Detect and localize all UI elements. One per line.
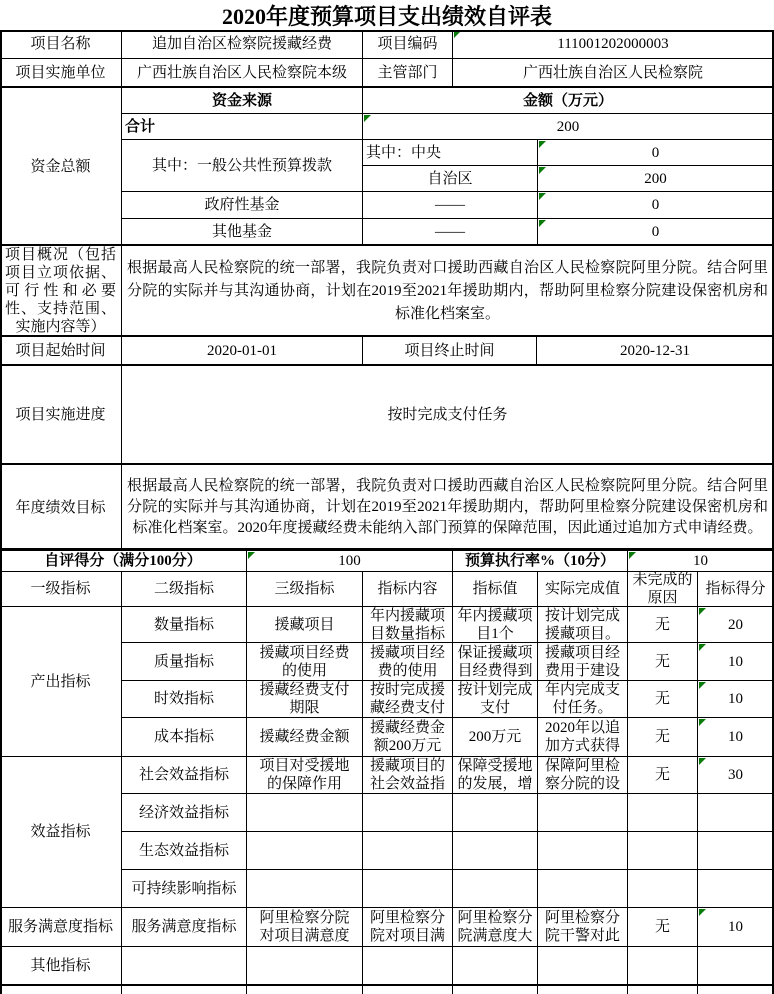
indicator-level2-cell: 时效指标 xyxy=(122,681,247,718)
partial-row-cell xyxy=(453,986,538,994)
funding-region-label: 自治区 xyxy=(363,166,538,192)
table-border-line xyxy=(0,244,774,246)
table-border-line xyxy=(0,86,774,88)
indicator-level2-cell xyxy=(122,947,247,986)
table-border-line xyxy=(0,463,774,465)
indicator-level2-cell: 服务满意度指标 xyxy=(122,908,247,947)
indicator-level2-cell: 社会效益指标 xyxy=(122,757,247,794)
indicator-actual-cell: 援藏项目经费用于建设 xyxy=(538,643,628,681)
funding-gov-fund-amount: 0 xyxy=(538,192,774,219)
indicator-reason-cell xyxy=(628,870,698,908)
funding-total-amount: 200 xyxy=(363,114,774,140)
group-other: 其他指标 xyxy=(0,947,122,986)
header-reason: 未完成的原因 xyxy=(628,572,698,607)
indicator-level3-cell xyxy=(247,947,363,986)
funding-source-header: 资金来源 xyxy=(122,88,363,114)
funding-gov-fund-label: 政府性基金 xyxy=(122,192,363,219)
green-corner-marker-icon xyxy=(539,141,546,148)
project-code-value: 111001202000003 xyxy=(453,30,774,59)
green-corner-marker-icon xyxy=(248,552,255,559)
funding-central-label: 其中：中央 xyxy=(363,140,538,166)
indicator-level2-cell: 生态效益指标 xyxy=(122,832,247,870)
funding-gov-fund-dash: —— xyxy=(363,192,538,219)
progress-label: 项目实施进度 xyxy=(0,366,122,465)
indicator-score-cell: 10 xyxy=(698,643,774,681)
indicator-content-cell: 援藏经费金额200万元 xyxy=(363,718,453,757)
department-value: 广西壮族自治区人民检察院 xyxy=(453,59,774,88)
indicator-target-cell: 年内援藏项目1个 xyxy=(453,607,538,643)
indicator-content-cell xyxy=(363,832,453,870)
self-score-value: 100 xyxy=(247,551,453,572)
partial-row-cell xyxy=(538,986,628,994)
header-actual: 实际完成值 xyxy=(538,572,628,607)
funding-other-fund-dash: —— xyxy=(363,219,538,246)
indicator-content-cell: 援藏项目的社会效益指 xyxy=(363,757,453,794)
indicator-level3-cell: 项目对受援地的保障作用 xyxy=(247,757,363,794)
sheet-title: 2020年度预算项目支出绩效自评表 xyxy=(221,3,552,29)
group-benefit: 效益指标 xyxy=(0,757,122,908)
indicator-level2-cell: 经济效益指标 xyxy=(122,794,247,832)
funding-region-amount: 200 xyxy=(538,166,774,192)
green-corner-marker-icon xyxy=(539,193,546,200)
header-level2: 二级指标 xyxy=(122,572,247,607)
implement-unit-label: 项目实施单位 xyxy=(0,59,122,88)
indicator-content-cell xyxy=(363,870,453,908)
green-corner-marker-icon xyxy=(699,719,706,726)
indicator-reason-cell: 无 xyxy=(628,718,698,757)
self-score-label: 自评得分（满分100分） xyxy=(0,551,247,572)
progress-content: 按时完成支付任务 xyxy=(122,366,774,465)
green-corner-marker-icon xyxy=(629,552,636,559)
green-corner-marker-icon xyxy=(364,115,371,122)
indicator-content-cell: 按时完成援藏经费支付 xyxy=(363,681,453,718)
budget-exec-value: 10 xyxy=(628,551,774,572)
header-level1: 一级指标 xyxy=(0,572,122,607)
annual-goal-label: 年度绩效目标 xyxy=(0,465,122,551)
department-label: 主管部门 xyxy=(363,59,453,88)
funding-public-budget-label: 其中：一般公共性预算拨款 xyxy=(122,140,363,192)
indicator-level3-cell: 援藏项目经费的使用 xyxy=(247,643,363,681)
indicator-actual-cell xyxy=(538,832,628,870)
indicator-actual-cell xyxy=(538,947,628,986)
indicator-actual-cell: 保障阿里检察分院的设 xyxy=(538,757,628,794)
green-corner-marker-icon xyxy=(699,909,706,916)
table-border-line xyxy=(0,335,774,337)
indicator-level2-cell: 成本指标 xyxy=(122,718,247,757)
indicator-content-cell: 年内援藏项目数量指标 xyxy=(363,607,453,643)
indicator-actual-cell xyxy=(538,870,628,908)
indicator-level3-cell xyxy=(247,870,363,908)
indicator-reason-cell: 无 xyxy=(628,757,698,794)
indicator-level3-cell xyxy=(247,832,363,870)
indicator-reason-cell: 无 xyxy=(628,643,698,681)
indicator-target-cell: 200万元 xyxy=(453,718,538,757)
partial-row-cell xyxy=(247,986,363,994)
indicator-target-cell xyxy=(453,870,538,908)
indicator-target-cell: 保障受援地的发展，增 xyxy=(453,757,538,794)
indicator-reason-cell: 无 xyxy=(628,607,698,643)
start-date-value: 2020-01-01 xyxy=(122,337,363,366)
overview-label: 项目概况（包括项目立项依据、可行性和必要性、支持范围、实施内容等） xyxy=(0,246,122,337)
green-corner-marker-icon xyxy=(699,608,706,615)
indicator-score-cell xyxy=(698,870,774,908)
project-name-value: 追加自治区检察院援藏经费 xyxy=(122,30,363,59)
funding-total-label: 资金总额 xyxy=(0,88,122,246)
indicator-target-cell: 阿里检察分院满意度大 xyxy=(453,908,538,947)
green-corner-marker-icon xyxy=(539,220,546,227)
header-level3: 三级指标 xyxy=(247,572,363,607)
group-output: 产出指标 xyxy=(0,607,122,757)
indicator-content-cell xyxy=(363,794,453,832)
indicator-reason-cell xyxy=(628,794,698,832)
table-border-line xyxy=(0,364,774,366)
indicator-level2-cell: 质量指标 xyxy=(122,643,247,681)
indicator-score-cell xyxy=(698,794,774,832)
indicator-actual-cell: 2020年以追加方式获得 xyxy=(538,718,628,757)
start-date-label: 项目起始时间 xyxy=(0,337,122,366)
indicator-level2-cell: 可持续影响指标 xyxy=(122,870,247,908)
indicator-score-cell xyxy=(698,947,774,986)
overview-content: 根据最高人民检察院的统一部署，我院负责对口援助西藏自治区人民检察院阿里分院。结合阿里分院的实际并与其沟通协商，计划在2019至2021年援助期内，帮助阿里检察分院建设保密机房和标准化档案室。 xyxy=(122,246,774,337)
indicator-content-cell xyxy=(363,947,453,986)
indicator-target-cell: 保证援藏项目经费得到 xyxy=(453,643,538,681)
indicator-actual-cell: 按计划完成援藏项目。 xyxy=(538,607,628,643)
table-border-line xyxy=(0,30,774,32)
indicator-level3-cell: 援藏项目 xyxy=(247,607,363,643)
header-content: 指标内容 xyxy=(363,572,453,607)
table-border-line xyxy=(0,30,2,994)
indicator-actual-cell: 阿里检察分院干警对此 xyxy=(538,908,628,947)
partial-row-cell xyxy=(122,986,247,994)
indicator-target-cell xyxy=(453,794,538,832)
funding-total-row-label: 合计 xyxy=(122,114,363,140)
indicator-score-cell: 10 xyxy=(698,718,774,757)
project-name-label: 项目名称 xyxy=(0,30,122,59)
indicator-reason-cell: 无 xyxy=(628,681,698,718)
budget-exec-label: 预算执行率%（10分） xyxy=(453,551,628,572)
funding-central-amount: 0 xyxy=(538,140,774,166)
indicator-actual-cell: 年内完成支付任务。 xyxy=(538,681,628,718)
end-date-label: 项目终止时间 xyxy=(363,337,537,366)
indicator-actual-cell xyxy=(538,794,628,832)
group-satisfaction: 服务满意度指标 xyxy=(0,908,122,947)
indicator-target-cell xyxy=(453,947,538,986)
funding-amount-header: 金额（万元） xyxy=(363,88,774,114)
indicator-level3-cell: 阿里检察分院对项目满意度 xyxy=(247,908,363,947)
header-score: 指标得分 xyxy=(698,572,774,607)
partial-row-cell xyxy=(628,986,698,994)
indicator-level2-cell: 数量指标 xyxy=(122,607,247,643)
indicator-level3-cell: 援藏经费金额 xyxy=(247,718,363,757)
green-corner-marker-icon xyxy=(699,644,706,651)
green-corner-marker-icon xyxy=(699,682,706,689)
green-corner-marker-icon xyxy=(699,758,706,765)
indicator-score-cell: 10 xyxy=(698,681,774,718)
indicator-score-cell: 20 xyxy=(698,607,774,643)
indicator-content-cell: 援藏项目经费的使用 xyxy=(363,643,453,681)
end-date-value: 2020-12-31 xyxy=(537,337,774,366)
indicator-reason-cell xyxy=(628,947,698,986)
funding-other-fund-amount: 0 xyxy=(538,219,774,246)
funding-other-fund-label: 其他基金 xyxy=(122,219,363,246)
indicator-level3-cell xyxy=(247,794,363,832)
table-border-line xyxy=(0,984,774,986)
partial-row-cell xyxy=(363,986,453,994)
project-code-label: 项目编码 xyxy=(363,30,453,59)
table-border-line xyxy=(0,548,774,551)
indicator-score-cell: 30 xyxy=(698,757,774,794)
indicator-target-cell: 按计划完成支付 xyxy=(453,681,538,718)
indicator-score-cell xyxy=(698,832,774,870)
indicator-score-cell: 10 xyxy=(698,908,774,947)
partial-row-cell xyxy=(0,986,122,994)
indicator-target-cell xyxy=(453,832,538,870)
annual-goal-content: 根据最高人民检察院的统一部署，我院负责对口援助西藏自治区人民检察院阿里分院。结合阿里分院的实际并与其沟通协商，计划在2019至2021年援助期内，帮助阿里检察分院建设保密机房和标准化档案室。2020年度援藏经费未能纳入部门预算的保障范围，因此通过追加方式申请经费。 xyxy=(122,465,774,551)
indicator-level3-cell: 援藏经费支付期限 xyxy=(247,681,363,718)
green-corner-marker-icon xyxy=(454,31,461,38)
green-corner-marker-icon xyxy=(539,167,546,174)
indicator-reason-cell xyxy=(628,832,698,870)
indicator-reason-cell: 无 xyxy=(628,908,698,947)
header-target: 指标值 xyxy=(453,572,538,607)
implement-unit-value: 广西壮族自治区人民检察院本级 xyxy=(122,59,363,88)
indicator-content-cell: 阿里检察分院对项目满 xyxy=(363,908,453,947)
partial-row-cell xyxy=(698,986,774,994)
